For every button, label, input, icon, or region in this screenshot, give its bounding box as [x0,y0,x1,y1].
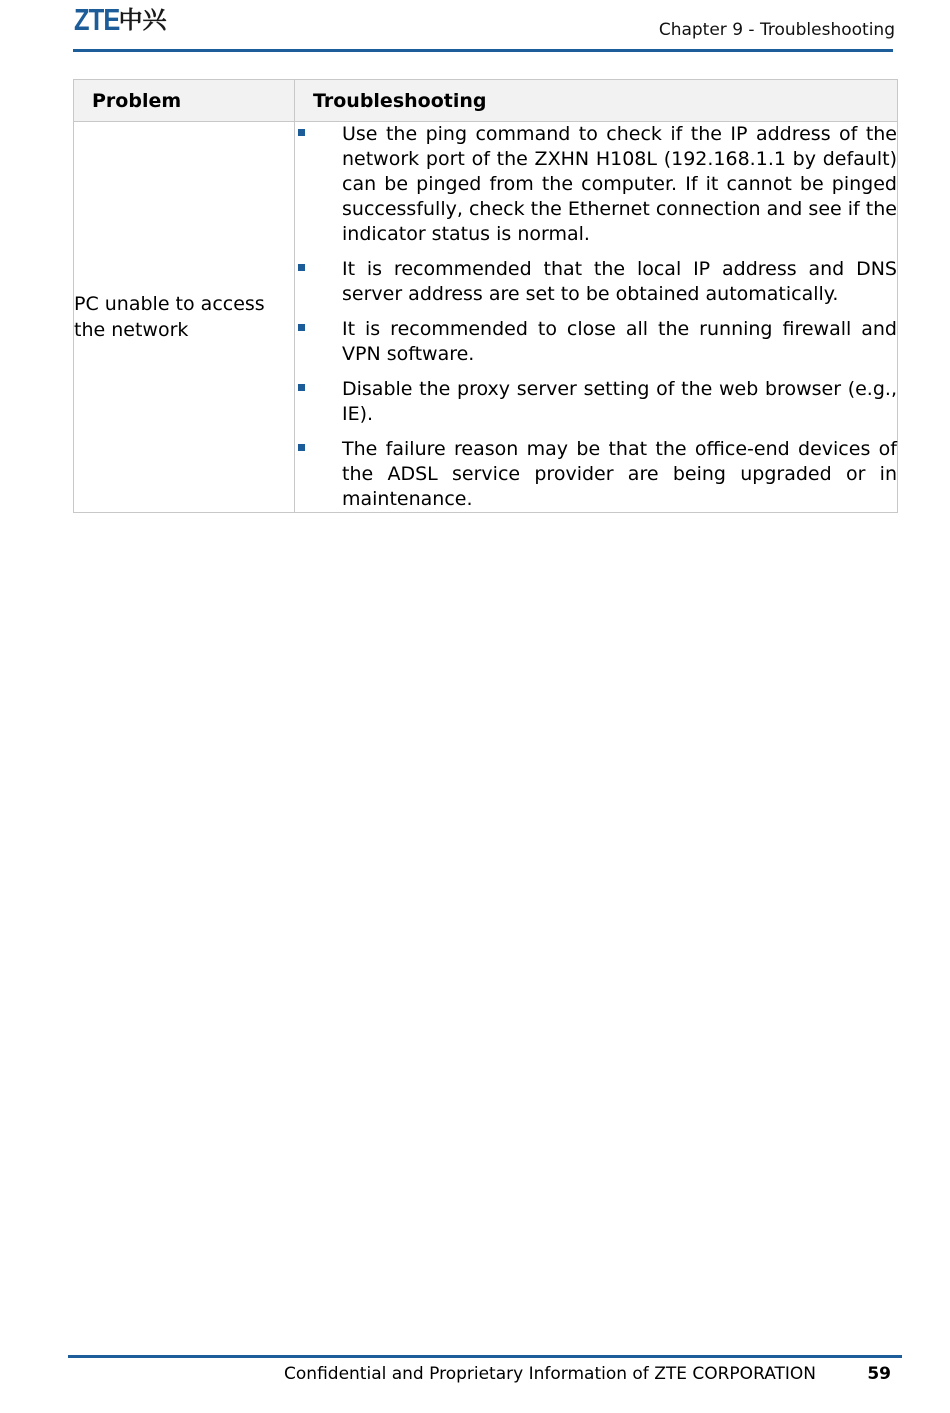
logo-cjk-text: 中兴 [118,6,167,34]
square-bullet-icon [298,324,305,331]
troubleshooting-cell [295,122,898,513]
list-item [295,437,897,512]
footer-confidential-text: Confidential and Proprietary Information of ZTE CORPORATION [284,1364,816,1384]
table-header-row [74,80,898,122]
list-item [295,122,897,247]
troubleshooting-steps [295,122,897,512]
page-number: 59 [867,1364,891,1384]
list-item [295,317,897,367]
footer-divider [68,1355,902,1358]
list-item [295,377,897,427]
square-bullet-icon [298,384,305,391]
header-divider [73,49,893,52]
troubleshooting-table [73,79,898,513]
step-text: It is recommended to close all the running firewall and VPN software. [342,318,897,365]
step-text: It is recommended that the local IP address and DNS server address are set to be obtained automatically. [342,258,897,305]
column-header-problem: Problem [74,80,295,122]
logo-latin-text: ZTE [74,2,120,37]
step-text: Use the ping command to check if the IP address of the network port of the ZXHN H108L (192.168.1.1 by default) can be pinged from the computer. If it cannot be pinged successfully, check the Ethernet connection and see if the indicator status is normal. [342,123,897,245]
chapter-title: Chapter 9 - Troubleshooting [658,20,895,40]
step-text: Disable the proxy server setting of the web browser (e.g., IE). [342,378,897,425]
square-bullet-icon [298,264,305,271]
step-text: The failure reason may be that the office-end devices of the ADSL service provider are being upgraded or in maintenance. [342,438,897,510]
zte-logo [74,4,167,36]
problem-cell: PC unable to access the network [74,122,295,513]
column-header-troubleshooting: Troubleshooting [295,80,898,122]
table-row [74,122,898,513]
square-bullet-icon [298,444,305,451]
list-item [295,257,897,307]
square-bullet-icon [298,129,305,136]
